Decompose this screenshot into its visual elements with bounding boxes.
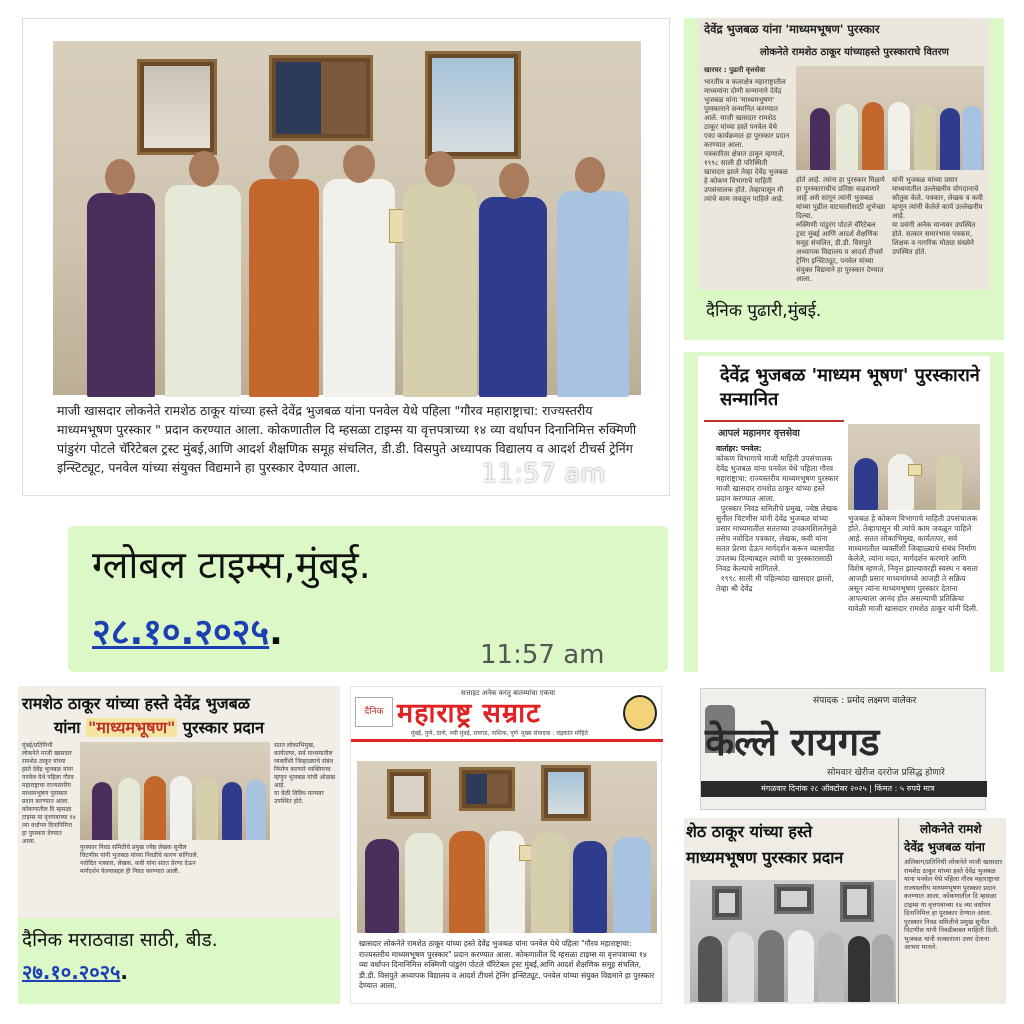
samrat-photo — [357, 761, 657, 933]
raigad-right-head-1: लोकनेते रामशे — [920, 822, 982, 836]
samrat-masthead: महाराष्ट्र सम्राट — [397, 698, 541, 729]
date-link[interactable]: २८.१०.२०२५ — [92, 612, 270, 653]
raigad-dateline: मंगळवार दिनांक २८ ऑक्टोबर २०२५ | किंमत : ५ रुपये मात्र — [761, 784, 935, 793]
raigad-right-body: अलिबाग/प्रतिनिधी लोकनेते माजी खासदार रामशेठ ठाकूर यांच्या हस्ते देवेंद्र भुजबळ यांना पनवेल येथे पहिला गौरव महाराष्ट्राचा राज्यस्तरीय माध्यमभूषण पुरस्कार प्रदान करण्यात आला. कोकणातील दि म्हसळा टाइम्स या वृत्तपत्राच्या १४ व्या वर्धापन दिनानिमित्त हा पुरस्कार देण्यात आला. पुरस्कार निवड समितीचे प्रमुख सुनील चिटणीस यांनी निवडीबाबत माहिती दिली. भुजबळ यांनी सत्काराला उत्तर देताना आभार मानले. — [904, 858, 1005, 951]
pudhari-body-1: भारतीय व कलाक्षेत्र महाराष्ट्रातील माध्यमांना दोणी सन्मानाने देवेंद्र भुजबळ यांना 'माध्यमभूषण' पुरस्काराने सन्मानित करण्यात आले. माजी खासदार रामशेठ ठाकूर यांच्या हस्ते पनवेल येथे एका कार्यक्रमात हा पुरस्कार प्रदान करण्यात आला. पत्रकारिता क्षेत्रात ठाकूर म्हणाले, १९९८ साली ही परिस्थिती खासदार झाले तेव्हा देवेंद्र भुजबळ हे कोकण विभागाचे माहिती उपसंचालक होते. तेव्हापासून मी त्यांचे काम जवळून पाहिले आहे. — [704, 78, 790, 203]
pudhari-body-2: होते आहे. त्यांना हा पुरस्कार मिळणे हा पुरस्काराचीच प्रतिष्ठा वाढवणारे आहे असे सांगून त्यांनी भुजबळ यांच्या पुढील वाटचालीसाठी शुभेच्छा दिल्या. रुक्मिणी पांडुरंग पोटले चॅरिटेबल ट्रस्ट मुंबई आणि आदर्श शैक्षणिक समूह संचलित, डी.डी. विसपुते अध्यापक विद्यालय व आदर्श टीचर्स ट्रेनिंग इन्स्टिट्यूट, पनवेल यांच्या संयुक्त विद्यमाने हा पुरस्कार देण्यात आला. — [796, 176, 886, 283]
marathwada-headline-1: रामशेठ ठाकूर यांच्या हस्ते देवेंद्र भुजबळ — [22, 694, 250, 713]
marathwada-body-1: मुंबई/प्रतिनिधी लोकनेते माजी खासदार रामशेठ ठाकूर यांच्या हस्ते देवेंद्र भुजबळ यांना पनवेल येथे पहिला गौरव महाराष्ट्राचा राज्यस्तरीय माध्यमभूषण पुरस्कार प्रदान करण्यात आला. कोकणातील दि म्हसळा टाइम्स या वृत्तपत्राच्या १४ व्या वर्धापन दिनानिमित्त हा पुरस्कार देण्यात आला. — [22, 742, 76, 845]
marathwada-body-3: सतत लोकाभिमुख, कार्यतत्पर, सर्व माध्यमातील व्यक्तींशी जिव्हाळ्याचे संबंध निर्माण करणारे व्यक्तिमत्त्व म्हणून भुजबळ यांची ओळख आहे. या वेळी विविध मान्यवर उपस्थित होते. — [274, 742, 336, 805]
raigad-headline-1: शेठ ठाकूर यांच्या हस्ते — [686, 822, 813, 841]
samrat-caption: खासदार लोकनेते रामशेठ ठाकूर यांच्या हस्ते देवेंद्र भुजबळ यांना पनवेल येथे पहिला "गौरव महाराष्ट्राचा: राज्यस्तरीय माध्यमभूषण पुरस्कार" प्रदान करण्यात आला. कोकणातील दि म्हसळा टाइम्स या वृत्तपत्राच्या १४ व्या वर्धापन दिनानिमित्त रुक्मिणी पांडुरंग पोटले चॅरिटेबल ट्रस्ट मुंबई,आणि आदर्श शैक्षणिक समूह संचलित, डी.डी. विसपुते अध्यापक विद्यालय व आदर्श टीचर्स ट्रेनिंग इन्स्टिट्यूट, पनवेल यांच्या संयुक्त विद्यमाने हा पुरस्कार देण्यात आला. — [359, 939, 655, 990]
chat-message: ग्लोबल टाइम्स,मुंबई. २८.१०.२०२५. 11:57 am — [22, 500, 670, 672]
pudhari-subhead: लोकनेते रामशेठ ठाकूर यांच्याहस्ते पुरस्काराचे वितरण — [760, 47, 949, 58]
pudhari-label: दैनिक पुढारी,मुंबई. — [706, 301, 822, 321]
main-clip — [22, 18, 670, 496]
highlight-term: "माध्यमभूषण" — [88, 718, 176, 737]
mahanagar-lead: वार्ताहर: पनवेल: — [716, 444, 762, 453]
marathwada-body-2: पुरस्कार निवड समितीचे प्रमुख ज्येष्ठ लेखक सुनील चिटणीस यांनी भुजबळ यांच्या निवडीचे कारण सांगितले. नवोदित पत्रकार, लेखक, कवी यांना सतत प्रेरणा देऊन मार्गदर्शन केल्याबद्दल ही निवड करण्यात आली. — [80, 844, 199, 875]
samrat-logo: दैनिक — [355, 697, 393, 727]
event-photo — [53, 41, 641, 395]
pudhari-clip: देवेंद्र भुजबळ यांना 'माध्यमभूषण' पुरस्कार लोकनेते रामशेठ ठाकूर यांच्याहस्ते पुरस्काराचे वितरण खारघर : पुढारी वृत्तसेवा भारतीय व कलाक्षेत्र महाराष्ट्रातील माध्यमांना दोणी सन्मानाने देवेंद्र भुजबळ यांना 'माध्यमभूषण' पुरस्काराने सन्मानित करण्यात आले. माजी खासदार रामशेठ ठाकूर यांच्या हस्ते पनवेल येथे एका कार्यक्रमात हा पुरस्कार प्रदान करण्यात आला. पत्रकारिता क्षेत्रात ठाकूर म्हणाले, १९९८ साली ही परिस्थिती खासदार झाले तेव्हा देवेंद्र भुजबळ हे कोकण विभागाचे माहिती उपसंचालक होते. तेव्हापासून मी त्यांचे काम जवळून पाहिले आहे. होते आहे. त्यांना हा पुरस्कार मिळणे हा पुरस्काराचीच प्रतिष्ठा वाढवणारे आहे असे सांगून त्यांनी भुजबळ यांच्या पुढील वाटचालीसाठी शुभेच्छा दिल्या. रुक्मिणी पांडुरंग पोटले चॅरिटेबल ट्रस्ट मुंबई आणि आदर्श शैक्षणिक समूह संचलित, डी.डी. विसपुते अध्यापक विद्यालय व आदर्श टीचर्स ट्रेनिंग इन्स्टिट्यूट, पनवेल यांच्या संयुक्त विद्यमाने हा पुरस्कार देण्यात आला. यांनी भुजबळ यांच्या प्रसार माध्यमातील उल्लेखनीय योगदानाचे कौतुक केले. पत्रकार, लेखक व कवी म्हणून त्यांनी केलेले कार्य उल्लेखनीय आहे. या प्रसंगी अनेक मान्यवर उपस्थित होते. सत्कार समारंभास पत्रकार, शिक्षक व नागरिक मोठ्या संख्येने उपस्थित होते. दैनिक पुढारी,मुंबई. — [684, 18, 1004, 340]
samrat-clip: सत्ताहट अनेक करतु बातम्यांचा एकचा दैनिक महाराष्ट्र सम्राट मुंबई, पुणे, ठाणे, नवी मुंबई, रायगड, नाशिक, पुणे मुख्य संपादक : चंद्रकांत मोहिते खासदार लोकनेते रामशेठ ठाकूर यांच्या हस्ते देवेंद्र भुजबळ यांना पनवेल येथे पहिला "गौरव महाराष्ट्राचा: राज्यस्तरीय माध्यमभूषण पुरस्कार" प्रदान करण्यात आला. कोकणातील दि म्हसळा टाइम्स या वृत्तपत्राच्या १४ व्या वर्धापन दिनानिमित्त रुक्मिणी पांडुरंग पोटले चॅरिटेबल ट्रस्ट मुंबई,आणि आदर्श शैक्षणिक समूह संचलित, डी.डी. विसपुते अध्यापक विद्यालय व आदर्श टीचर्स ट्रेनिंग इन्स्टिट्यूट, पनवेल यांच्या संयुक्त विद्यमाने हा पुरस्कार देण्यात आला. — [350, 686, 662, 1004]
raigad-photo — [690, 880, 896, 1002]
pudhari-photo — [796, 66, 984, 170]
mahanagar-clip — [684, 352, 1004, 672]
samrat-tagline: सत्ताहट अनेक करतु बातम्यांचा एकचा — [461, 689, 556, 697]
marathwada-date-link[interactable]: २७.१०.२०२५ — [22, 960, 121, 984]
cartoon-icon — [623, 695, 657, 731]
raigad-clip: संपादक : प्रमोद लक्ष्मण वालेकर केल्ले रायगड सोमवार खेरीज दररोज प्रसिद्ध होणारे मंगळवार दिनांक २८ ऑक्टोबर २०२५ | किंमत : ५ रुपये मात्र शेठ ठाकूर यांच्या हस्ते माध्यमभूषण पुरस्कार प्रदान लोकनेते रामशे देवेंद्र भुजबळ यांना अलिबाग/प्रतिनिधी लोकनेते माजी खासदार रामशेठ ठाकूर यांच्या हस्ते देवेंद्र भुजबळ यांना पनवेल येथे पहिला गौरव महाराष्ट्राचा राज्यस्तरीय माध्यमभूषण पुरस्कार प्रदान करण्यात आला. कोकणातील दि म्हसळा टाइम्स या वृत्तपत्राच्या १४ व्या वर्धापन दिनानिमित्त हा पुरस्कार देण्यात आला. पुरस्कार निवड समितीचे प्रमुख सुनील चिटणीस यांनी निवडीबाबत माहिती दिली. भुजबळ यांनी सत्काराला उत्तर देताना आभार मानले. — [684, 686, 1006, 1004]
marathwada-clip: रामशेठ ठाकूर यांच्या हस्ते देवेंद्र भुजबळ यांना "माध्यमभूषण" पुरस्कार प्रदान मुंबई/प्रतिनिधी लोकनेते माजी खासदार रामशेठ ठाकूर यांच्या हस्ते देवेंद्र भुजबळ यांना पनवेल येथे पहिला गौरव महाराष्ट्राचा राज्यस्तरीय माध्यमभूषण पुरस्कार प्रदान करण्यात आला. कोकणातील दि म्हसळा टाइम्स या वृत्तपत्राच्या १४ व्या वर्धापन दिनानिमित्त हा पुरस्कार देण्यात आला. पुरस्कार निवड समितीचे प्रमुख ज्येष्ठ लेखक सुनील चिटणीस यांनी भुजबळ यांच्या निवडीचे कारण सांगितले. नवोदित पत्रकार, लेखक, कवी यांना सतत प्रेरणा देऊन मार्गदर्शन केल्याबद्दल ही निवड करण्यात आली. सतत लोकाभिमुख, कार्यतत्पर, सर्व माध्यमातील व्यक्तींशी जिव्हाळ्याचे संबंध निर्माण करणारे व्यक्तिमत्त्व म्हणून भुजबळ यांची ओळख आहे. या वेळी विविध मान्यवर उपस्थित होते. दैनिक मराठवाडा साठी, बीड. २७.१०.२०२५. — [18, 686, 340, 1004]
marathwada-photo — [80, 742, 270, 840]
chat-timestamp: 11:57 am — [480, 640, 605, 670]
mahanagar-headline: देवेंद्र भुजबळ 'माध्यम भूषण' पुरस्काराने सन्मानित — [720, 365, 980, 410]
raigad-editor: संपादक : प्रमोद लक्ष्मण वालेकर — [813, 696, 917, 706]
raigad-masthead: केल्ले रायगड — [705, 720, 880, 764]
pudhari-body-3: यांनी भुजबळ यांच्या प्रसार माध्यमातील उल्लेखनीय योगदानाचे कौतुक केले. पत्रकार, लेखक व कवी म्हणून त्यांनी केलेले कार्य उल्लेखनीय आहे. या प्रसंगी अनेक मान्यवर उपस्थित होते. सत्कार समारंभास पत्रकार, शिक्षक व नागरिक मोठ्या संख्येने उपस्थित होते. — [892, 176, 983, 256]
timestamp: 11:57 am — [481, 459, 606, 489]
marathwada-label: दैनिक मराठवाडा साठी, बीड. — [22, 929, 218, 951]
pudhari-headline: देवेंद्र भुजबळ यांना 'माध्यमभूषण' पुरस्कार — [704, 22, 880, 36]
mahanagar-photo — [848, 424, 980, 510]
mahanagar-byline: आपलं महानगर वृत्तसेवा — [718, 428, 800, 439]
paper-name: ग्लोबल टाइम्स,मुंबई. — [92, 543, 371, 587]
raigad-headline-2: माध्यमभूषण पुरस्कार प्रदान — [686, 848, 844, 867]
mahanagar-body-left: कोकण विभागाचे माजी माहिती उपसंचालक देवेंद्र भुजबळ यांना पनवेल येथे पहिला गौरव महाराष्ट्राचा: राज्यस्तरीय माध्यमभूषण पुरस्कार माजी खासदार रामशेठ ठाकूर यांच्या हस्ते प्रदान करण्यात आला. पुरस्कार निवड समितीचे प्रमुख, ज्येष्ठ लेखक सुनील चिटणीस यांनी देवेंद्र भुजबळ यांच्या प्रसार माध्यमातील सततच्या उपक्रमशिलतेमुळे तसेच नवोदित पत्रकार, लेखक, कवी यांना सतत प्रेरणा देऊन मार्गदर्शन करून व्यासपीठ उपलब्ध दिल्याबद्दल त्यांची या पुरस्कारासाठी निवड केल्याचे सांगितले. १९९८ साली मी पहिल्यांदा खासदार झालो, तेव्हा श्री देवेंद्र — [716, 454, 839, 593]
main-clip-caption: माजी खासदार लोकनेते रामशेठ ठाकूर यांच्या हस्ते देवेंद्र भुजबळ यांना पनवेल येथे पहिला "गौरव महाराष्ट्राचा: राज्यस्तरीय माध्यमभूषण पुरस्कार " प्रदान करण्यात आला. कोकणातील दि म्हसळा टाइम्स या वृत्तपत्राच्या १४ व्या वर्धापन दिनानिमित्त रुक्मिणी पांडुरंग पोटले चॅरिटेबल ट्रस्ट मुंबई,आणि आदर्श शैक्षणिक समूह संचलित, डी.डी. विसपुते अध्यापक विद्यालय व आदर्श टीचर्स ट्रेनिंग इन्स्टिट्यूट, पनवेल यांच्या संयुक्त विद्यमाने हा पुरस्कार देण्यात आला. — [57, 403, 637, 475]
mahanagar-body-right: भुजबळ हे कोकण विभागाचे माहिती उपसंचालक होते. तेव्हापासून मी त्यांचे काम जवळून पाहिले आहे. सतत लोकाभिमुख, कार्यतत्पर, सर्व माध्यमातील व्यक्तींशी जिव्हाळ्याचे संबंध निर्माण केलेले, त्यांना मदत, मार्गदर्शन करणारे आणि विशेष म्हणजे, निवृत्त झाल्यावरही स्वस्थ न बसता आजही प्रसार माध्यमांमध्ये आजही ते सक्रिय असून त्यांना माध्यमभूषण पुरस्कार देताना आपल्याला आनंद होत असल्याची प्रतिक्रिया यावेळी माजी खासदार रामशेठ ठाकूर यांनी दिली. — [848, 514, 981, 613]
raigad-right-head-2: देवेंद्र भुजबळ यांना — [904, 840, 985, 854]
